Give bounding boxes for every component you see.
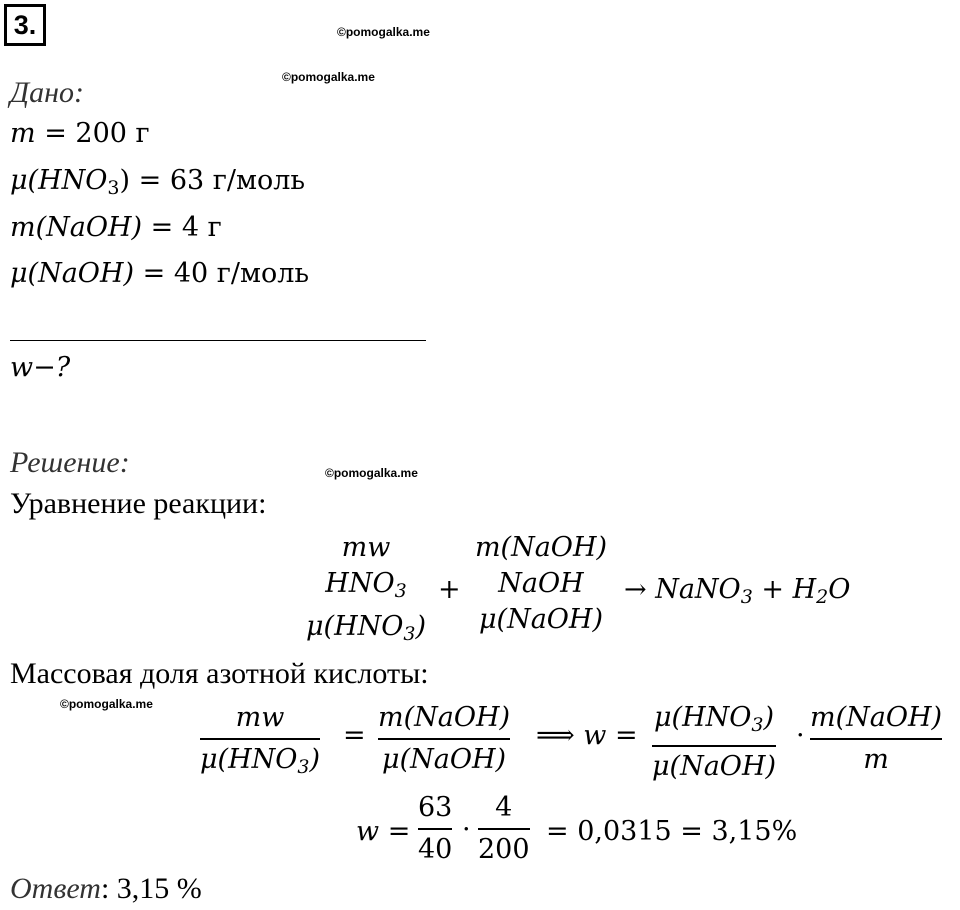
frac-denominator (200, 742, 320, 785)
frac-numerator: 4 (495, 792, 513, 823)
frac-bar (418, 828, 452, 830)
given-var: μ(NaOH) (10, 258, 135, 289)
reaction-products (624, 574, 850, 608)
reaction-right-formula: NaOH (498, 568, 584, 599)
num-tail: ) (763, 702, 775, 733)
product2-tail: O (828, 574, 851, 605)
formula-sub: 3 (394, 580, 407, 602)
bottom-tail: ) (415, 611, 427, 642)
given-value: = 4 г (150, 212, 222, 243)
formula-frac-3 (652, 700, 776, 785)
given-line-molar-naoh (10, 258, 309, 289)
given-line-mass-naoh (10, 212, 222, 243)
calc-frac-2 (478, 790, 530, 868)
reaction-right-bottom: μ(NaOH) (478, 604, 604, 635)
reaction-plus: + (438, 574, 461, 605)
watermark-2: ©pomogalka.me (282, 70, 375, 84)
formula-equals: = (343, 720, 366, 751)
watermark-3: ©pomogalka.me (325, 466, 418, 480)
given-line-mass (10, 118, 150, 149)
given-var-sub: 3 (107, 177, 120, 199)
reaction-title: Уравнение реакции: (10, 487, 267, 520)
frac-denominator: m (863, 744, 889, 775)
reaction-right-top: m(NaOH) (474, 532, 608, 563)
product1-sub: 3 (740, 586, 753, 608)
frac-bar (378, 738, 510, 740)
frac-bar (478, 828, 530, 830)
formula-dot: · (796, 720, 805, 751)
num-text: μ(HNO (654, 702, 752, 733)
given-value: = 63 г/моль (138, 165, 306, 196)
reaction-left-bottom (306, 609, 426, 652)
den-sub: 3 (297, 756, 310, 778)
given-value: = 200 г (44, 118, 150, 149)
given-var-tail: ) (119, 165, 131, 196)
formula-frac-2 (378, 700, 510, 778)
given-var: μ(HNO (10, 165, 108, 196)
solution-label: Решение: (10, 446, 130, 479)
frac-numerator (654, 700, 774, 743)
answer-label: Ответ (10, 872, 101, 905)
product2-sub: 2 (816, 586, 829, 608)
reaction-product2: + H (761, 574, 817, 605)
frac-denominator: μ(NaOH) (652, 751, 777, 782)
find-line: w−? (10, 352, 71, 383)
den-tail: ) (309, 744, 321, 775)
formula-implies: ⟹ w = (536, 720, 638, 751)
given-var: m (10, 118, 36, 149)
bottom-sub: 3 (403, 623, 416, 645)
calc-w-equals: w = (356, 816, 411, 847)
answer-line (10, 872, 202, 906)
frac-bar (652, 745, 776, 747)
given-var: m(NaOH) (10, 212, 143, 243)
den-text: μ(HNO (200, 744, 298, 775)
frac-denominator: 200 (478, 834, 530, 865)
reaction-left-formula (325, 566, 406, 609)
given-divider (10, 340, 426, 341)
reaction-left-stack (296, 530, 436, 652)
frac-numerator: m(NaOH) (378, 702, 511, 733)
frac-numerator: mw (235, 702, 285, 733)
answer-value: : 3,15 % (100, 872, 202, 905)
reaction-right-stack (466, 530, 616, 638)
given-value: = 40 г/моль (142, 258, 310, 289)
bottom-text: μ(HNO (305, 611, 404, 642)
num-sub: 3 (751, 714, 764, 736)
frac-denominator: 40 (418, 834, 453, 865)
reaction-arrow-product1: → NaNO (624, 574, 741, 605)
calc-result: = 0,0315 = 3,15% (546, 816, 798, 847)
frac-bar (810, 738, 942, 740)
watermark-1: ©pomogalka.me (337, 25, 430, 39)
problem-number: 3. (4, 4, 46, 46)
mass-fraction-title: Массовая доля азотной кислоты: (10, 657, 429, 690)
formula-text: HNO (325, 568, 395, 599)
watermark-4: ©pomogalka.me (60, 697, 153, 711)
frac-bar (200, 738, 320, 740)
frac-numerator: 63 (418, 792, 453, 823)
calc-frac-1 (418, 790, 452, 868)
frac-denominator: μ(NaOH) (382, 744, 507, 775)
formula-frac-4 (810, 700, 942, 778)
calc-dot: · (462, 814, 471, 845)
reaction-left-top: mw (341, 532, 391, 563)
frac-numerator: m(NaOH) (810, 702, 943, 733)
given-label: Дано: (10, 76, 84, 109)
formula-frac-1 (200, 700, 320, 785)
given-line-molar-hno3 (10, 165, 305, 199)
